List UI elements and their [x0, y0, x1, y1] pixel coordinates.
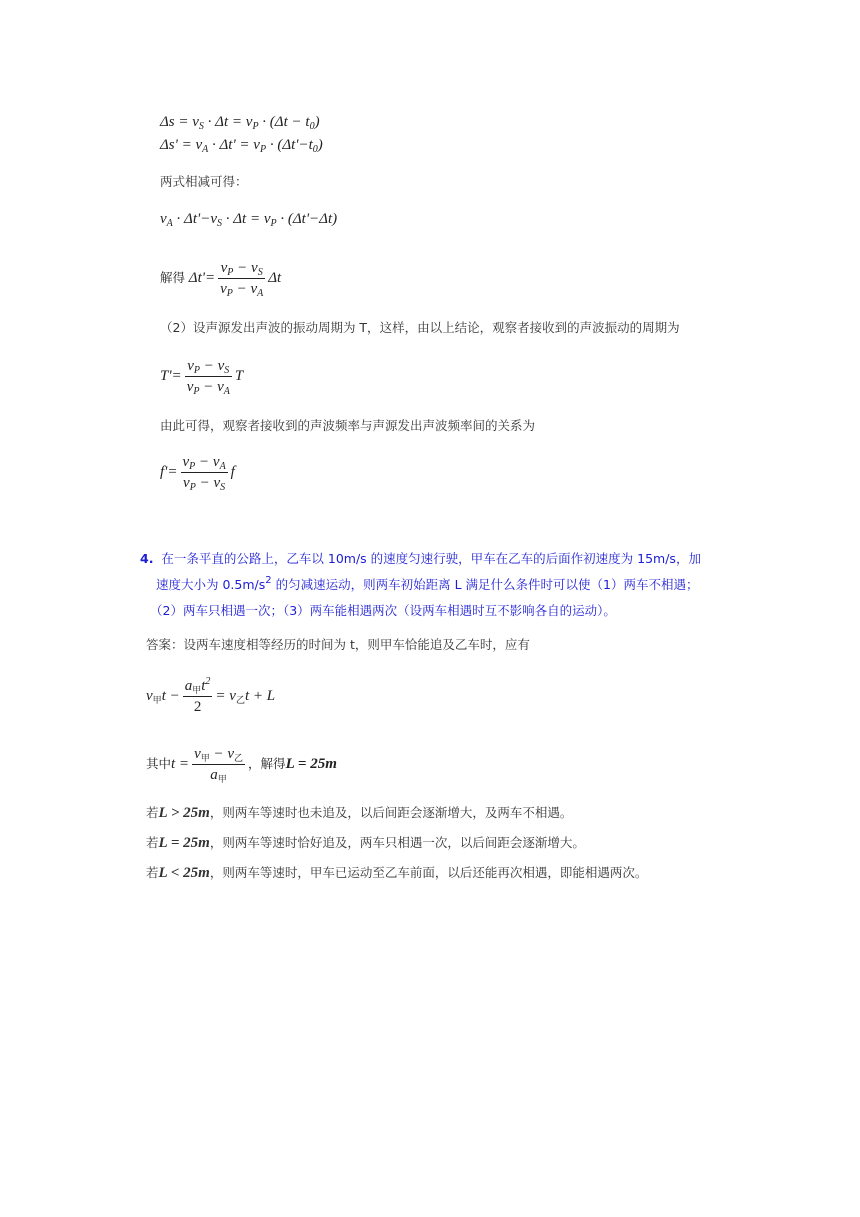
- answer-intro: 答案：设两车速度相等经历的时间为 t，则甲车恰能追及乙车时，应有: [146, 637, 530, 652]
- subtract-text: 两式相减可得：: [160, 174, 248, 189]
- equation-meeting: $v_甲t$ − $\frac{a_甲t^2}{2}$ = $v_乙t + L$: [146, 676, 276, 715]
- equation-time: 其中t = $\frac{v_甲 - v_乙}{a_甲}$ ，解得L = 25m: [146, 746, 337, 785]
- fraction: $\frac{v_P - v_S}{v_P - v_A}$: [220, 260, 264, 299]
- equation-solve-delta-t: 解得 Δt'= $\frac{v_P - v_S}{v_P - v_A}$ Δt: [160, 260, 282, 299]
- equation-subtracted: $v_A \cdot \Delta t'-v_S \cdot \Delta t = v_P \cdot (\Delta t'-\Delta t)$: [160, 211, 338, 229]
- equation-period: T'= $\frac{v_P - v_S}{v_P - v_A}$ T: [160, 358, 244, 397]
- fraction: $\frac{v_P - v_A}{v_P - v_S}$: [182, 454, 226, 493]
- fraction: $\frac{a_甲t^2}{2}$: [184, 676, 211, 715]
- fraction: $\frac{v_P - v_S}{v_P - v_A}$: [186, 358, 230, 397]
- question-4-line1: 4. 在一条平直的公路上，乙车以 10m/s 的速度匀速行驶，甲车在乙车的后面作初速度为 15m/s，加: [140, 551, 701, 566]
- frequency-text: 由此可得，观察者接收到的声波频率与声源发出声波频率间的关系为: [160, 418, 536, 433]
- equation-frequency: f'= $\frac{v_P - v_A}{v_P - v_S}$ f: [160, 454, 235, 493]
- fraction: $\frac{v_甲 - v_乙}{a_甲}$: [194, 746, 244, 785]
- part2-text: （2）设声源发出声波的振动周期为 T，这样，由以上结论，观察者接收到的声波振动的周期为: [160, 320, 680, 335]
- case-meet-twice: 若L < 25m，则两车等速时，甲车已运动至乙车前面，以后还能再次相遇，即能相遇两次。: [146, 865, 648, 881]
- equation-delta-s: $\Delta s = v_S \cdot \Delta t = v_P \cdot (\Delta t - t_0)$: [160, 114, 320, 132]
- question-4-line3: （2）两车只相遇一次；（3）两车能相遇两次（设两车相遇时互不影响各自的运动）。: [150, 603, 616, 618]
- case-meet-once: 若L = 25m，则两车等速时恰好追及，两车只相遇一次，以后间距会逐渐增大。: [146, 835, 585, 851]
- equation-delta-s-prime: $\Delta s' = v_A \cdot \Delta t' = v_P \cdot (\Delta t'-t_0)$: [160, 137, 323, 155]
- question-4-line2: 速度大小为 $0.5m/s^2$ 的匀减速运动，则两车初始距离 L 满足什么条件时可以使（1）两车不相遇；: [156, 575, 699, 592]
- case-no-meet: 若L > 25m，则两车等速时也未追及，以后间距会逐渐增大，及两车不相遇。: [146, 805, 573, 821]
